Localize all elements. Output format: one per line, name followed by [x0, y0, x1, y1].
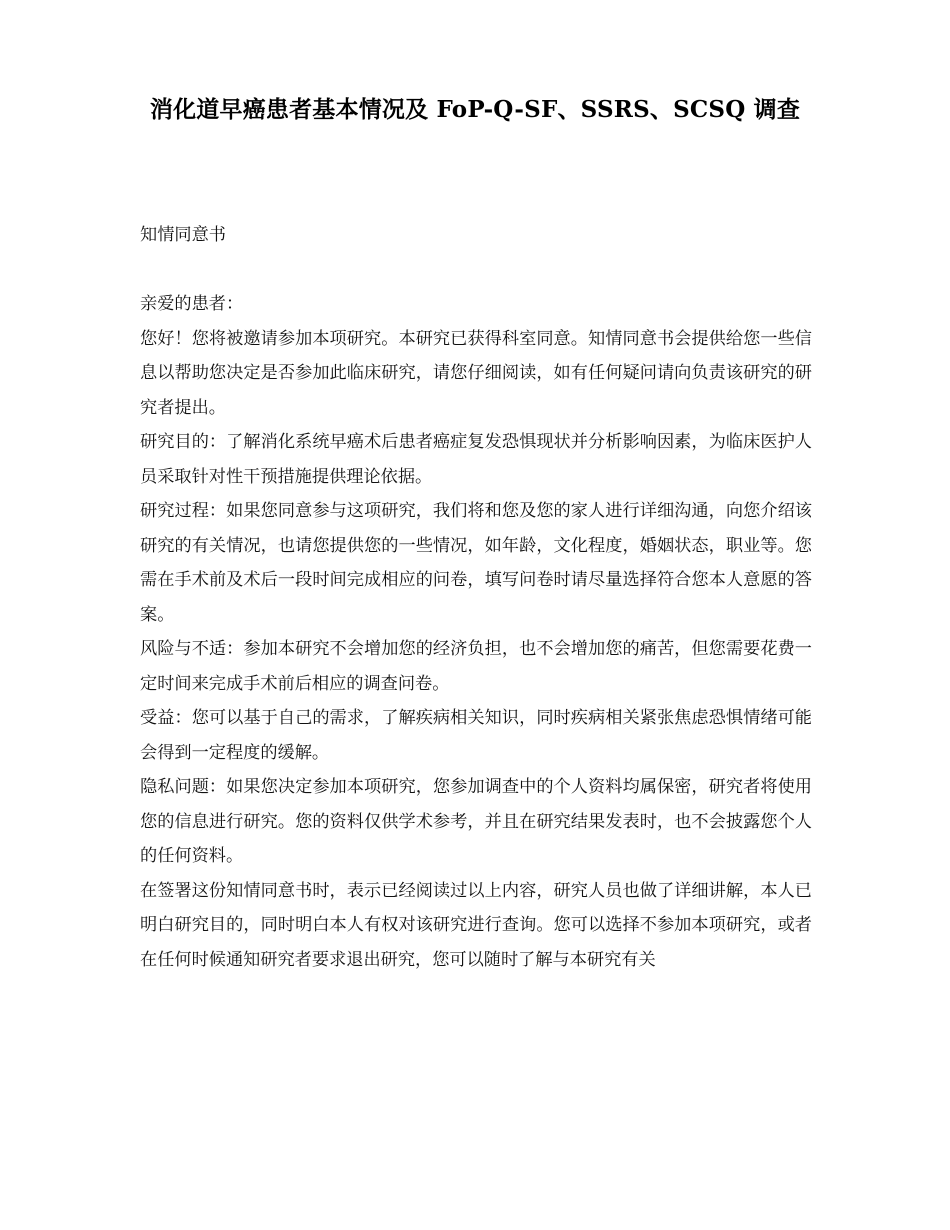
paragraph-procedure: 研究过程：如果您同意参与这项研究，我们将和您及您的家人进行详细沟通，向您介绍该研究的有关情况，也请您提供您的一些情况，如年龄，文化程度，婚姻状态，职业等。您需在手术前及术后一段时间完成相应的问卷，填写问卷时请尽量选择符合您本人意愿的答案。	[140, 501, 812, 625]
paragraph-privacy: 隐私问题：如果您决定参加本项研究，您参加调查中的个人资料均属保密，研究者将使用您的信息进行研究。您的资料仅供学术参考，并且在研究结果发表时，也不会披露您个人的任何资料。	[140, 777, 812, 866]
paragraph-purpose: 研究目的：了解消化系统早癌术后患者癌症复发恐惧现状并分析影响因素，为临床医护人员采取针对性干预措施提供理论依据。	[140, 432, 812, 487]
section-heading: 知情同意书	[140, 225, 226, 245]
paragraph-risks: 风险与不适：参加本研究不会增加您的经济负担，也不会增加您的痛苦，但您需要花费一定时间来完成手术前后相应的调查问卷。	[140, 639, 812, 694]
salutation: 亲爱的患者：	[140, 294, 244, 314]
paragraph-benefits: 受益：您可以基于自己的需求，了解疾病相关知识，同时疾病相关紧张焦虑恐惧情绪可能会得到一定程度的缓解。	[140, 708, 812, 763]
document-body	[140, 218, 812, 977]
paragraph-consent: 在签署这份知情同意书时，表示已经阅读过以上内容，研究人员也做了详细讲解，本人已明白研究目的，同时明白本人有权对该研究进行查询。您可以选择不参加本项研究，或者在任何时候通知研究者要求退出研究，您可以随时了解与本研究有关	[140, 880, 812, 970]
document-title: 消化道早癌患者基本情况及 FoP-Q-SF、SSRS、SCSQ 调查	[149, 96, 801, 123]
paragraph-intro: 您好！您将被邀请参加本项研究。本研究已获得科室同意。知情同意书会提供给您一些信息以帮助您决定是否参加此临床研究，请您仔细阅读，如有任何疑问请向负责该研究的研究者提出。	[140, 328, 812, 418]
